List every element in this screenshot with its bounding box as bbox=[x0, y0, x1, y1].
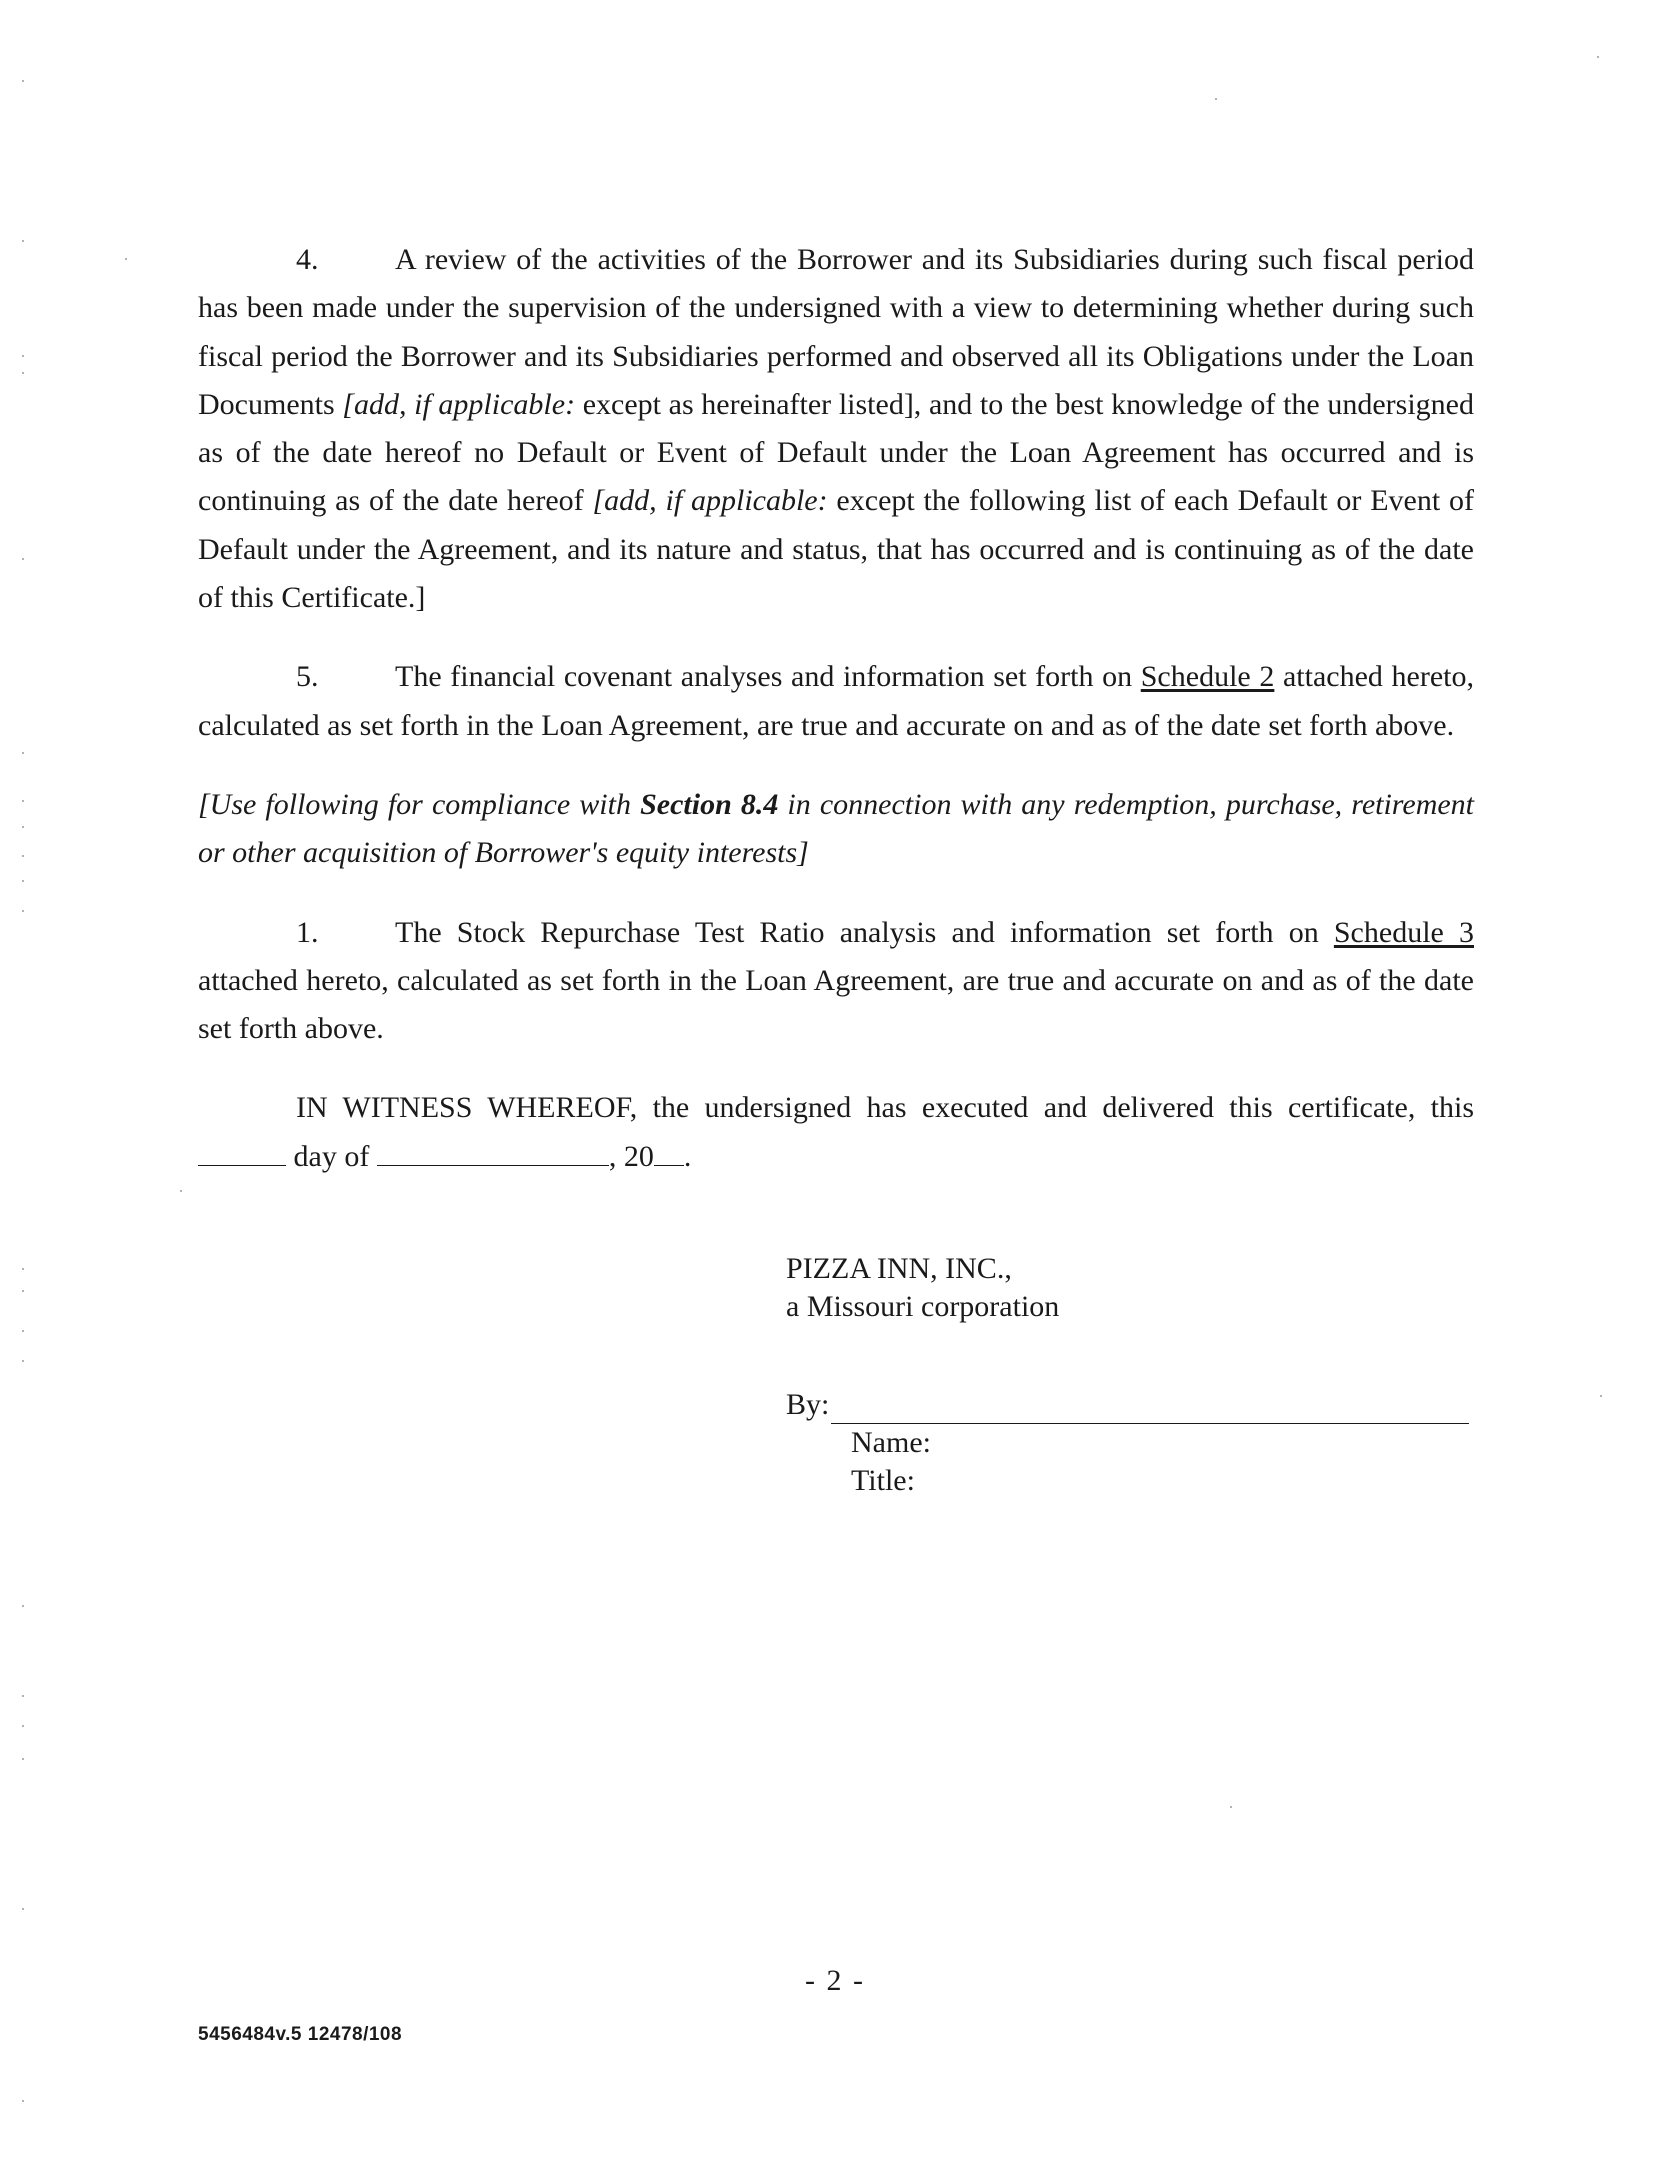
page-number: - 2 - bbox=[805, 1964, 865, 1997]
paragraph-5 bbox=[198, 653, 1474, 750]
certificate-body bbox=[198, 236, 1474, 1181]
witness-text-1: IN WITNESS WHEREOF, the undersigned has executed and delivered this certificate, this bbox=[296, 1091, 1474, 1125]
company-name: PIZZA INN, INC., bbox=[786, 1252, 1012, 1285]
paragraph-4-italic-1: [add, if applicable: bbox=[342, 387, 576, 421]
schedule-3-reference: Schedule 3 bbox=[1333, 915, 1474, 949]
witness-text-3: , 20 bbox=[608, 1139, 654, 1173]
company-state: a Missouri corporation bbox=[786, 1290, 1060, 1323]
paragraph-4-text-2: except as hereinafter listed], and to the best knowledge of the undersigned as of the date hereof no Default or Event of Default under the Loan Agreement has occurred and is continuing as of the date hereof bbox=[198, 387, 1474, 518]
month-blank bbox=[377, 1139, 609, 1166]
signature-row bbox=[786, 1386, 1486, 1424]
paragraph-5-text-2: attached hereto, calculated as set forth in the Loan Agreement, are true and accurate on and as of the date set forth above. bbox=[198, 660, 1475, 742]
note-text-1: [Use following for compliance with bbox=[198, 787, 641, 821]
paragraph-4-number: 4. bbox=[296, 243, 319, 276]
note-section-reference: Section 8.4 bbox=[640, 787, 779, 821]
day-blank bbox=[198, 1139, 286, 1166]
schedule-2-reference: Schedule 2 bbox=[1140, 660, 1275, 694]
paragraph-4-italic-2: [add, if applicable: bbox=[592, 484, 828, 518]
year-blank bbox=[654, 1139, 684, 1166]
paragraph-4 bbox=[198, 236, 1474, 622]
paragraph-1-number: 1. bbox=[296, 915, 319, 949]
name-label: Name: bbox=[851, 1426, 931, 1459]
signature-line bbox=[831, 1393, 1469, 1424]
paragraph-4-text-3: except the following list of each Default or Event of Default under the Agreement, and its nature and status, that has occurred and is continuing as of the date of this Certificate.] bbox=[198, 484, 1474, 615]
paragraph-5-number: 5. bbox=[296, 660, 319, 694]
compliance-note bbox=[198, 781, 1474, 878]
document-id: 5456484v.5 12478/108 bbox=[198, 2024, 403, 2045]
paragraph-1-text-1: The Stock Repurchase Test Ratio analysis and information set forth on bbox=[395, 915, 1334, 949]
by-label: By: bbox=[786, 1388, 830, 1421]
note-text-2: in connection with any redemption, purchase, retirement or other acquisition of Borrower's equity interests] bbox=[198, 787, 1475, 870]
title-label: Title: bbox=[851, 1464, 915, 1497]
paragraph-5-text-1: The financial covenant analyses and information set forth on bbox=[395, 660, 1141, 694]
paragraph-4-text-1: A review of the activities of the Borrower and its Subsidiaries during such fiscal period has been made under the supervision of the undersigned with a view to determining whether during such fiscal period the Borrower and its Subsidiaries performed and observed all its Obligations under the Loan Documents bbox=[198, 243, 1474, 421]
paragraph-1 bbox=[198, 909, 1474, 1054]
witness-text-4: . bbox=[683, 1139, 692, 1173]
witness-clause bbox=[198, 1084, 1474, 1181]
witness-text-2: day of bbox=[286, 1139, 377, 1173]
signature-block bbox=[786, 1250, 1486, 1500]
paragraph-1-text-2: attached hereto, calculated as set forth in the Loan Agreement, are true and accurate on and as of the date set forth above. bbox=[198, 963, 1474, 1046]
